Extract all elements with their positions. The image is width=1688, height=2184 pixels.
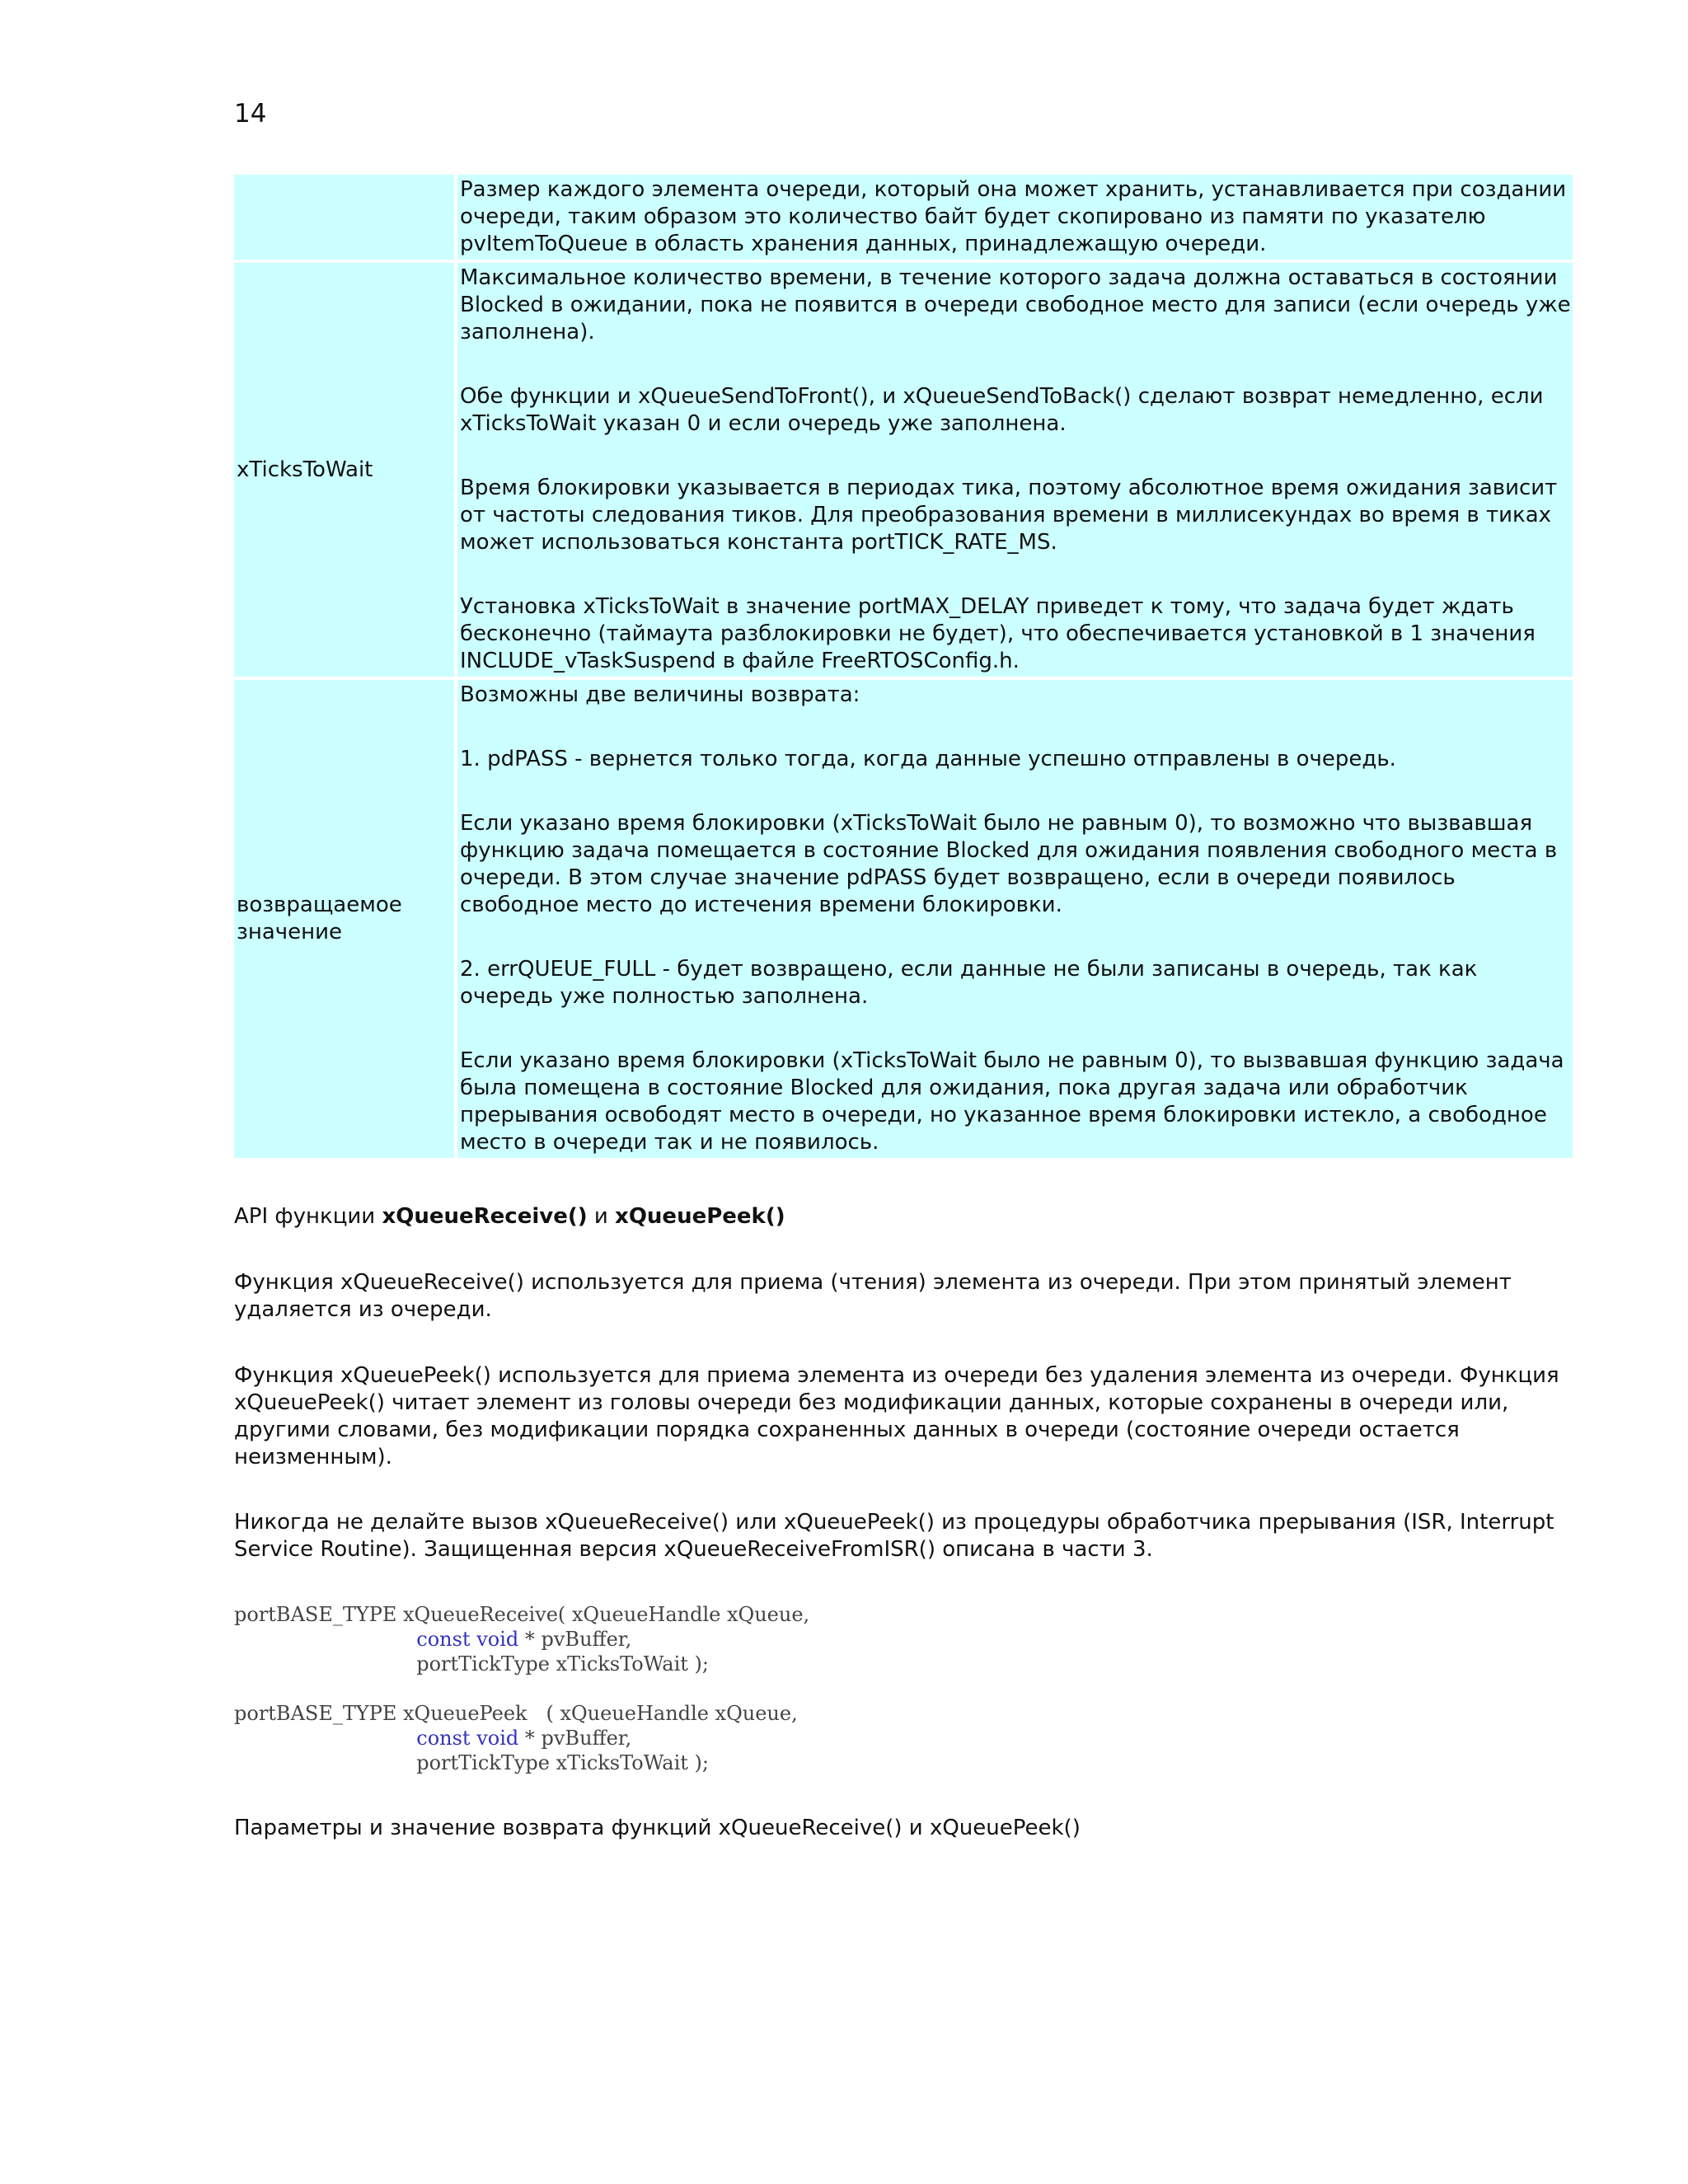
section-heading-conjunction: и [587, 1204, 616, 1229]
code-line [234, 1726, 1553, 1750]
param-description-paragraph: Размер каждого элемента очереди, который она может хранить, устанавливается при создании очереди, таким образом это количество байт будет скопировано из памяти по указателю pvItemToQueue в область хранения данных, принадлежащую очереди. [460, 177, 1567, 256]
param-description-paragraph: Возможны две величины возврата: [460, 682, 860, 707]
code-keyword: void [476, 1727, 519, 1750]
param-description-paragraph: Время блокировки указывается в периодах тика, поэтому абсолютное время ожидания зависит от частоты следования тиков. Для преобразования времени в миллисекундах во время в тиках может использоваться константа portTICK_RATE_MS. [460, 476, 1558, 555]
param-description-paragraph: Если указано время блокировки (xTicksToWait было не равным 0), то вызвавшая функцию задача была помещена в состояние Blocked для ожидания, пока другая задача или обработчик прерывания освободят место в очереди, но указанное время блокировки истекло, а свободное место в очереди так и не появилось. [460, 1048, 1564, 1155]
body-paragraph: Функция xQueuePeek() используется для приема элемента из очереди без удаления элемента из очереди. Функция xQueuePeek() читает элемент из головы очереди без модификации данных, которые сохранены в очереди или, другими словами, без модификации порядка сохраненных данных в очереди (состояние очереди остается неизменным). [234, 1363, 1559, 1469]
param-description-paragraph: Если указано время блокировки (xTicksToWait было не равным 0), то возможно что вызвавшая функцию задача помещается в состояние Blocked для ожидания появления свободного места в очереди. В этом случае значение pdPASS будет возвращено, если в очереди появилось свободное место до истечения времени блокировки. [460, 811, 1558, 917]
param-name-cell [234, 175, 454, 260]
code-line: portBASE_TYPE xQueueReceive( xQueueHandle xQueue, [234, 1603, 810, 1626]
code-keyword: const [416, 1628, 471, 1651]
code-token: * pvBuffer, [518, 1628, 632, 1651]
param-name-cell: возвращаемое значение [234, 680, 454, 1158]
code-block-xqueuepeek [234, 1701, 1553, 1775]
code-line: portBASE_TYPE xQueuePeek ( xQueueHandle xQueue, [234, 1702, 798, 1725]
section-heading-function-receive: xQueueReceive() [382, 1204, 588, 1229]
param-description-paragraph: 2. errQUEUE_FULL - будет возвращено, если данные не были записаны в очередь, так как очередь уже полностью заполнена. [460, 957, 1478, 1009]
param-description-cell [457, 680, 1573, 1158]
code-line: portTickType xTicksToWait ); [234, 1751, 709, 1774]
code-line [234, 1627, 1553, 1652]
body-paragraph: Функция xQueueReceive() используется для приема (чтения) элемента из очереди. При этом принятый элемент удаляется из очереди. [234, 1270, 1512, 1322]
code-line: portTickType xTicksToWait ); [234, 1652, 709, 1675]
section-heading-function-peek: xQueuePeek() [615, 1204, 785, 1229]
param-description-paragraph: Установка xTicksToWait в значение portMAX_DELAY приведет к тому, что задача будет ждать бесконечно (таймаута разблокировки не будет), что обеспечивается установкой в 1 значения INCLUDE_vTaskSuspend в файле FreeRTOSConfig.h. [460, 594, 1536, 673]
param-description-cell [457, 175, 1573, 260]
param-description-paragraph: 1. pdPASS - вернется только тогда, когда данные успешно отправлены в очередь. [460, 747, 1396, 771]
table-row [234, 263, 1573, 677]
code-keyword: void [476, 1628, 519, 1651]
code-block-xqueuereceive [234, 1602, 1553, 1676]
body-paragraph: Никогда не делайте вызов xQueueReceive() или xQueuePeek() из процедуры обработчика прерывания (ISR, Interrupt Service Routine). Защищенная версия xQueueReceiveFromISR() описана в части 3. [234, 1510, 1554, 1562]
footer-heading: Параметры и значение возврата функций xQueueReceive() и xQueuePeek() [234, 1816, 1081, 1840]
param-description-cell [457, 263, 1573, 677]
page-number: 14 [234, 99, 267, 129]
section-heading [234, 1203, 1586, 1230]
table-row [234, 680, 1573, 1158]
param-description-paragraph: Максимальное количество времени, в течение которого задача должна оставаться в состоянии Blocked в ожидании, пока не появится в очереди свободное место для записи (если очередь уже заполнена). [460, 265, 1571, 344]
section-heading-prefix: API функции [234, 1204, 382, 1229]
param-name-cell: xTicksToWait [234, 263, 454, 677]
table-row [234, 175, 1573, 260]
code-token: * pvBuffer, [518, 1727, 632, 1750]
code-keyword: const [416, 1727, 471, 1750]
param-description-paragraph: Обе функции и xQueueSendToFront(), и xQueueSendToBack() сделают возврат немедленно, если xTicksToWait указан 0 и если очередь уже заполнена. [460, 384, 1544, 436]
code-indent [234, 1628, 416, 1651]
code-indent [234, 1727, 416, 1750]
parameters-table [231, 171, 1576, 1161]
